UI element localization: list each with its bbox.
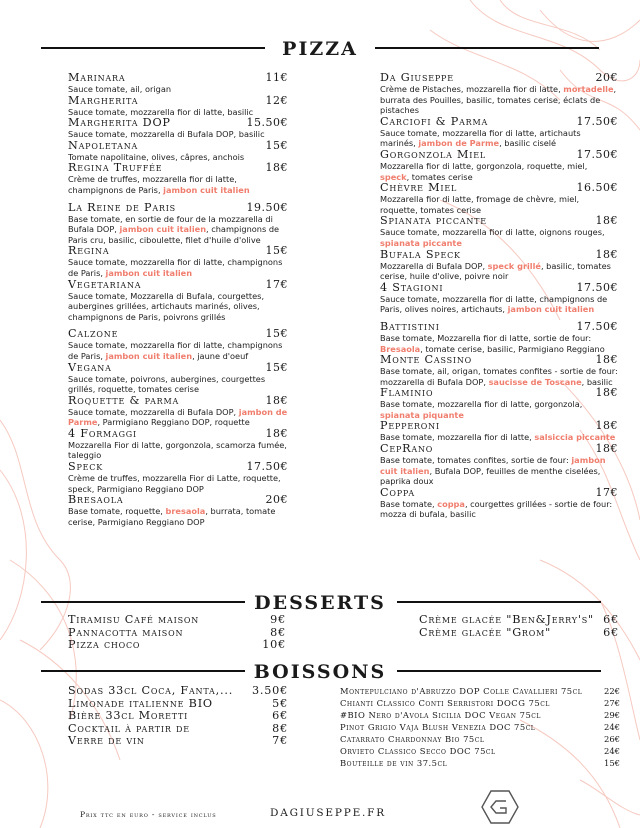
description-text: Base tomate, mozzarella fior di latte, gorgonzola, [380,399,583,410]
menu-item [68,245,288,278]
menu-item-price: 15€ [265,138,288,152]
menu-line-price: 27€ [604,698,620,708]
menu-line-name: Chianti Classico Conti Serristori DOCG 75cl [340,698,550,708]
description-text: , Parmigiano Reggiano DOP, roquette [97,417,250,428]
menu-line-name: Catarrato Chardonnay Bio 75cl [340,734,485,744]
menu-line-price: 24€ [604,746,620,756]
highlighted-ingredient: Bresaola [380,343,421,354]
menu-item-price: 18€ [595,353,618,367]
pizza-section-title: PIZZA [282,38,358,60]
menu-item [68,461,288,494]
menu-item-name: Battistini [380,319,440,333]
highlighted-ingredient: jambon cuit italien [119,224,207,235]
menu-item-description [380,294,618,315]
menu-line-price: 29€ [604,710,620,720]
menu-item-header [380,149,618,161]
description-text: Mozzarella fior di latte, fromage de chèvre, miel, roquette, tomates cerise [380,194,580,215]
menu-item-price: 19.50€ [246,200,288,214]
menu-item-description [380,261,618,282]
menu-item-price: 16.50€ [576,181,618,195]
description-text: , tomate cerise, basilic, Parmigiano Reggiano [420,343,605,354]
description-text: , jaune d'oeuf [192,350,249,361]
menu-item-description [68,473,288,494]
menu-item-name: Spianata piccante [380,214,487,228]
menu-item-header [68,395,288,407]
menu-item [68,428,288,461]
description-text: Sauce tomate, mozzarella di Bufala DOP, basilic [68,129,265,140]
menu-item-header [68,202,288,214]
menu-item-price: 15€ [265,360,288,374]
menu-item-price: 15€ [265,244,288,258]
menu-line-name: Sodas 33cl Coca, Fanta,... [68,684,234,697]
menu-line-name: Tiramisu Café maison [68,613,200,626]
menu-item-name: Bresaola [68,493,124,507]
menu-item-header [68,72,288,84]
footer-note: Prix ttc en euro - service inclus [80,810,217,819]
description-text: Base tomate, [380,498,438,509]
menu-item-description [68,407,288,428]
menu-item-price: 11€ [265,71,288,84]
menu-item [68,162,288,195]
menu-item [68,494,288,527]
menu-item-name: Bufala Speck [380,247,461,261]
menu-item-header [68,162,288,174]
menu-item [380,443,618,487]
menu-item-name: Napoletana [68,138,139,152]
menu-line-price: 24€ [604,722,620,732]
pizza-rule-right [375,47,599,49]
menu-item-header [68,428,288,440]
menu-item-name: Chèvre Miel [380,181,458,195]
menu-line [340,757,620,769]
menu-item-description [380,399,618,420]
menu-item-name: Flaminio [380,386,434,400]
menu-item-description [68,174,288,195]
menu-item-header [68,328,288,340]
menu-item-name: Marinara [68,71,126,84]
description-text: Sauce tomate, mozzarella fior di latte, champignons de Paris, olives noires, artichauts, [380,293,608,315]
menu-item [68,140,288,163]
menu-item-description [380,84,618,116]
menu-line-name: Pannacotta maison [68,625,184,639]
menu-item [380,72,618,116]
menu-line [68,735,288,748]
description-text: Mozzarella Fior di latte, gorgonzola, scamorza fumée, taleggio [68,439,287,461]
menu-line-name: Crème glacée "Grom" [419,625,552,639]
menu-item [380,487,618,520]
menu-line-name: Montepulciano d'Abruzzo DOP Colle Cavallieri 75cl [340,686,583,696]
highlighted-ingredient: salsiccia piccante [534,432,616,443]
menu-line-name: Bouteille de vin 37.5cl [340,758,448,768]
menu-item-header [380,72,618,84]
highlighted-ingredient: jambon de Parme [68,406,288,428]
menu-item-name: Margherita [68,93,139,107]
highlighted-ingredient: bresaola [165,506,206,517]
menu-item-name: CepRano [380,442,434,456]
description-text: Sauce tomate, mozzarella fior di latte, champignons de Paris, [68,257,283,278]
menu-item-name: Vegana [68,360,112,374]
menu-item [380,282,618,315]
menu-item-description [380,333,618,354]
menu-item-header [68,140,288,152]
menu-item-price: 17€ [595,485,618,499]
menu-item [380,321,618,354]
menu-line-name: Bière 33cl Moretti [68,709,189,722]
menu-line-name: Verre de vin [68,734,145,747]
menu-item-header [380,249,618,261]
menu-item-name: Vegetariana [68,277,142,291]
menu-line-name: Cocktail à partir de [68,721,190,735]
description-text: , burrata des Pouilles, basilic, tomates cerise, éclats de pistaches [380,84,617,116]
menu-item-header [68,279,288,291]
menu-line-price: 9€ [270,613,286,626]
description-text: Tomate napolitaine, olives, câpres, anchois [68,151,245,162]
menu-item-header [380,215,618,227]
menu-item-name: 4 Formaggi [68,426,137,440]
menu-item-name: Coppa [380,485,415,499]
menu-item-header [380,387,618,399]
menu-line-price: 3.50€ [251,684,288,697]
menu-item-description [68,440,288,461]
menu-item-description [68,340,288,361]
menu-item-price: 20€ [595,71,618,84]
description-text: , Bufala DOP, feuilles de menthe ciselées, paprika doux [380,465,601,487]
description-text: Sauce tomate, mozzarella fior di latte, artichauts marinés, [380,127,581,149]
description-text: , burrata, tomate cerise, Parmigiano Reggiano DOP [68,506,276,527]
highlighted-ingredient: speck grillé [487,260,541,271]
menu-line-price: 10€ [262,638,286,651]
menu-item [68,117,288,140]
highlighted-ingredient: spianata piquante [380,409,464,420]
description-text: Base tomate, Mozzarella fior di latte, sortie de four: [380,332,592,343]
menu-line [419,627,619,640]
highlighted-ingredient: jambon cuit italien [105,267,193,278]
menu-line-price: 8€ [272,721,288,735]
menu-item [68,279,288,323]
menu-line-name: Orvieto Classico Secco DOC 75cl [340,746,496,756]
menu-item-price: 18€ [265,393,288,407]
menu-item-header [380,282,618,294]
description-text: Sauce tomate, ail, origan [68,84,172,94]
menu-item-price: 15€ [265,327,288,341]
menu-item-description [380,366,618,387]
highlighted-ingredient: spianata piccante [380,237,462,248]
menu-item [68,202,288,246]
menu-line [340,721,620,733]
description-text: Sauce tomate, poivrons, aubergines, courgettes grillés, roquette, tomates cerise [68,373,266,395]
menu-line-price: 8€ [270,625,286,639]
menu-item-name: Regina [68,244,110,258]
highlighted-ingredient: jambon cuit italien [105,350,193,361]
boissons-section-title: BOISSONS [253,661,387,683]
menu-item-name: Pepperoni [380,419,440,433]
menu-line [419,614,619,627]
menu-line-price: 5€ [272,696,288,710]
menu-item-price: 12€ [265,93,288,107]
description-text: , champignons de Paris cru, basilic, ciboulette, filet d'huile d'olive [68,224,280,245]
menu-line-name: Limonade italienne BIO [68,696,213,710]
menu-line-price: 6€ [603,625,619,639]
menu-line-price: 7€ [272,734,288,747]
menu-item-price: 18€ [265,161,288,175]
description-text: Base tomate, mozzarella fior di latte, [380,432,535,443]
menu-item [380,249,618,282]
menu-item [68,72,288,95]
boissons-list-left [68,685,288,748]
hexagon-g-logo-icon [481,790,519,824]
description-text: Crème de truffes, mozzarella Fior di Latte, roquette, speck, Parmigiano Reggiano DOP [68,473,281,494]
description-text: , tomates cerise [406,171,473,182]
desserts-list-right [419,614,619,639]
boissons-rule-right [397,670,601,672]
menu-line [340,697,620,709]
menu-item-price: 20€ [265,493,288,507]
menu-item-name: Monte Cassino [380,353,473,367]
description-text: Base tomate, roquette, [68,506,166,517]
menu-item-name: Speck [68,460,103,474]
menu-item-header [380,321,618,333]
menu-item-price: 18€ [595,386,618,400]
menu-item-header [380,487,618,499]
menu-line [340,685,620,697]
menu-item [68,362,288,395]
menu-line-price: 6€ [272,709,288,722]
description-text: , courgettes grillées - sortie de four: mozza di bufala, basilic [380,498,613,520]
menu-line [340,709,620,721]
menu-item-description [380,128,618,149]
menu-line-price: 22€ [604,686,620,696]
menu-item-name: Da Giuseppe [380,71,454,84]
menu-item [68,95,288,118]
menu-item-header [380,420,618,432]
description-text: Sauce tomate, mozzarella fior di latte, oignons rouges, [380,227,605,238]
desserts-section-title: DESSERTS [254,592,386,614]
menu-item-price: 18€ [265,426,288,440]
highlighted-ingredient: speck [380,171,407,182]
description-text: Sauce tomate, mozzarella fior di latte, champignons de Paris, [68,340,283,361]
menu-item-description [380,194,618,215]
menu-item-description [68,84,288,95]
description-text: , basilic, tomates cerise, huile d'olive, poivre noir [380,260,611,282]
menu-item [380,215,618,248]
highlighted-ingredient: jambon cuit italien [380,455,606,476]
menu-line [340,745,620,757]
desserts-rule-left [41,601,245,603]
menu-item-header [68,461,288,473]
menu-item-price: 17.50€ [576,319,618,333]
description-text: , basilic ciselé [499,138,557,149]
menu-line [340,733,620,745]
description-text: Crème de Pistaches, mozzarella fior di latte, [380,84,564,94]
menu-item-price: 18€ [595,419,618,433]
menu-line [68,710,288,723]
menu-line-name: #BIO Nero d'Avola Sicilia DOC Vegan 75cl [340,710,541,720]
footer-website[interactable]: DAGIUSEPPE.FR [270,807,386,819]
menu-item-description [68,506,288,527]
menu-item-header [380,116,618,128]
description-text: Base tomate, en sortie de four de la mozzarella di Bufala DOP, [68,213,273,235]
boissons-list-right [340,685,620,769]
description-text: Crème de truffes, mozzarella fior di latte, champignons de Paris, [68,174,237,195]
description-text: Mozzarella di Bufala DOP, [380,260,488,271]
menu-item-name: Carciofi & Parma [380,114,489,128]
menu-item-header [68,245,288,257]
menu-item-header [380,443,618,455]
menu-item-name: Calzone [68,327,119,341]
desserts-rule-right [397,601,601,603]
description-text: Mozzarella fior di latte, gorgonzola, roquette, miel, [380,160,588,171]
description-text: Base tomate, ail, origan, tomates confites - sortie de four: mozzarella di Bufala DOP, [380,366,618,387]
menu-item-name: Regina Truffée [68,161,163,175]
menu-item-header [68,362,288,374]
menu-item-header [380,354,618,366]
highlighted-ingredient: jambon cuit italien [163,184,250,195]
menu-item [380,116,618,149]
highlighted-ingredient: coppa [437,498,465,509]
menu-item-description [68,257,288,278]
menu-item-description [380,161,618,182]
menu-item-name: Margherita DOP [68,116,171,130]
menu-item [380,420,618,443]
menu-item-description [380,455,618,487]
menu-item-description [380,227,618,248]
menu-line-name: Pizza choco [68,638,141,651]
highlighted-ingredient: jambon de Parme [418,138,500,149]
menu-item-name: La Reine de Paris [68,200,176,214]
menu-line [68,685,288,698]
menu-item-price: 18€ [595,247,618,261]
menu-item-header [68,494,288,506]
menu-line-price: 6€ [603,613,619,626]
menu-item-description [380,499,618,520]
menu-item-price: 17.50€ [576,114,618,128]
highlighted-ingredient: mortadelle [563,84,614,94]
menu-item-price: 15.50€ [246,116,288,130]
menu-item [380,149,618,182]
menu-item-price: 17€ [265,277,288,291]
menu-item-price: 17.50€ [576,280,618,294]
menu-line-price: 15€ [604,758,620,768]
menu-item [380,387,618,420]
menu-item [68,328,288,361]
menu-item-price: 18€ [595,442,618,456]
menu-line [68,639,286,652]
menu-line-name: Pinot Grigio Vaja Blush Venezia DOC 75cl [340,722,536,732]
menu-item [68,395,288,428]
menu-line-name: Crème glacée "Ben&Jerry's" [419,613,594,626]
desserts-list-left [68,614,286,652]
boissons-rule-left [41,670,245,672]
description-text: Sauce tomate, mozzarella fior di latte, basilic [68,106,254,117]
menu-item-name: 4 Stagioni [380,280,444,294]
menu-item-description [68,214,288,246]
menu-item-price: 17.50€ [246,460,288,474]
menu-line [68,614,286,627]
pizza-rule-left [41,47,265,49]
pizza-list-left [68,72,288,527]
menu-item [380,182,618,215]
menu-item-name: Roquette & parma [68,393,180,407]
menu-item-header [68,117,288,129]
menu-item-price: 17.50€ [576,147,618,161]
menu-item-description [68,291,288,323]
highlighted-ingredient: jambon cuit italien [507,304,595,315]
menu-item-price: 18€ [595,214,618,228]
description-text: Sauce tomate, Mozzarella di Bufala, courgettes, aubergines grillées, artichauts marinés, olives, champignons de Paris, poivrons grillés [68,290,265,322]
menu-item [380,354,618,387]
description-text: Base tomate, tomates confites, sortie de four: [380,455,572,466]
pizza-list-right [380,72,618,520]
menu-line-price: 26€ [604,734,620,744]
description-text: , basilic [581,376,613,387]
menu-item-name: Gorgonzola Miel [380,147,486,161]
menu-item-description [68,374,288,395]
highlighted-ingredient: saucisse de Toscane [488,376,582,387]
menu-item-header [68,95,288,107]
menu-item-header [380,182,618,194]
description-text: Sauce tomate, mozzarella di Bufala DOP, [68,406,239,417]
